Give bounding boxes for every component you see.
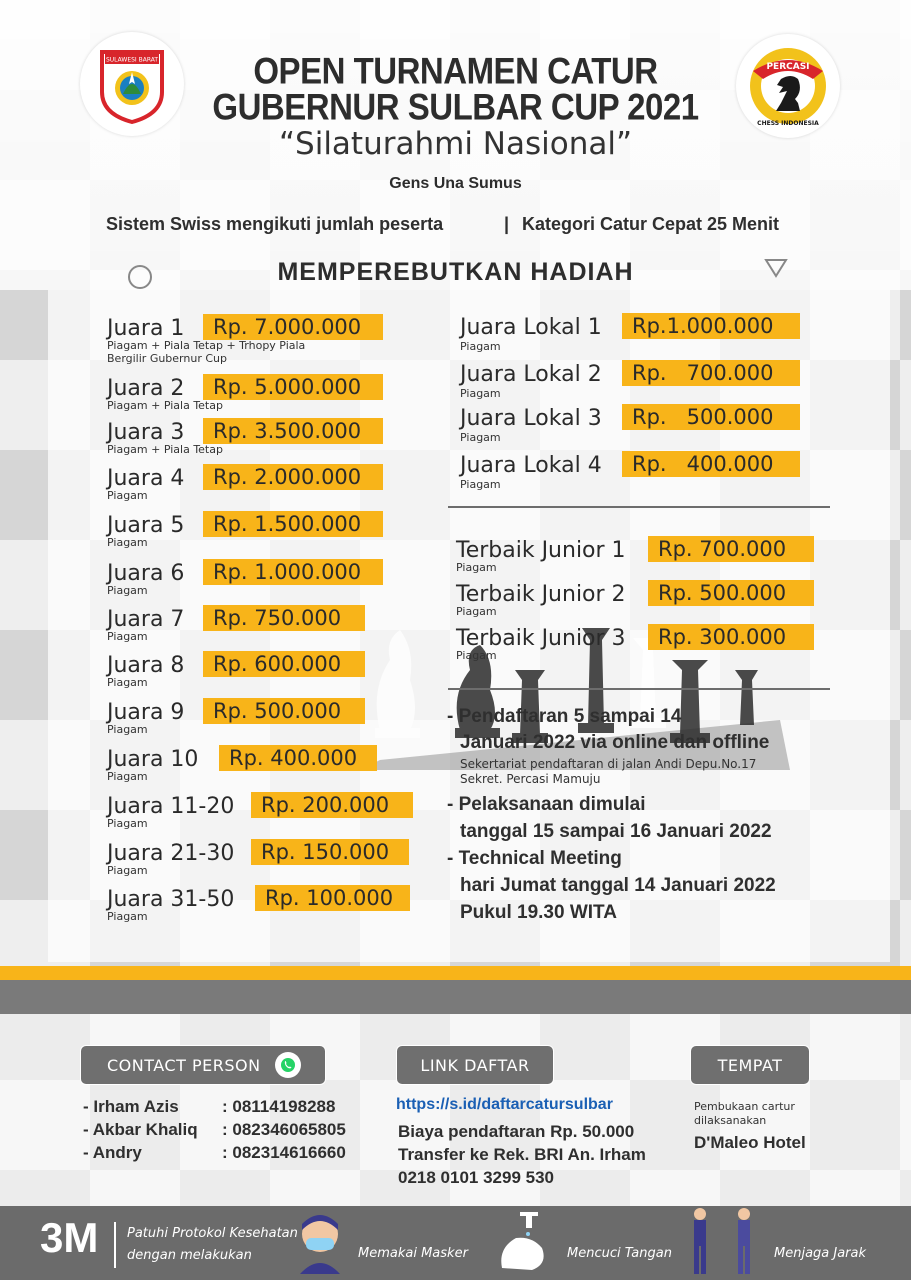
- prize-label: Juara 9: [107, 700, 185, 725]
- protocol-line-1: Patuhi Protokol Kesehatan: [127, 1226, 298, 1241]
- registration-note-2: Sekret. Percasi Mamuju: [460, 772, 601, 786]
- contact-phone[interactable]: : 082346065805: [222, 1120, 346, 1139]
- sulbar-logo-text: SULAWESI BARAT: [105, 56, 159, 64]
- prize-amount: Rp. 2.000.000: [203, 464, 383, 490]
- venue-heading: TEMPAT: [690, 1045, 810, 1085]
- prize-note: Piagam: [456, 561, 497, 574]
- prize-label: Juara 7: [107, 607, 185, 632]
- prize-label: Juara 1: [107, 316, 185, 341]
- prize-amount: Rp. 600.000: [203, 651, 365, 677]
- prize-label: Terbaik Junior 2: [456, 582, 626, 607]
- prize-note: Piagam: [107, 723, 148, 736]
- execution-line-2: tanggal 15 sampai 16 Januari 2022: [460, 821, 772, 842]
- prize-label: Juara 21-30: [107, 841, 235, 866]
- prize-amount: Rp. 150.000: [251, 839, 409, 865]
- prize-label: Juara 10: [107, 747, 199, 772]
- prize-note: Piagam + Piala Tetap: [107, 443, 223, 456]
- transfer-info: Transfer ke Rek. BRI An. Irham: [398, 1145, 646, 1164]
- prize-amount: Rp. 700.000: [622, 360, 800, 386]
- prize-label: Juara 11-20: [107, 794, 235, 819]
- prize-label: Juara Lokal 1: [460, 315, 602, 340]
- prize-note: Piagam: [460, 387, 501, 400]
- motto: Gens Una Sumus: [389, 175, 522, 192]
- registration-link[interactable]: https://s.id/daftarcatursulbar: [396, 1096, 613, 1113]
- health-protocol-footer: [0, 1206, 911, 1280]
- prize-note: Piagam: [107, 770, 148, 783]
- mask-person-icon: [292, 1208, 348, 1274]
- prize-amount: Rp. 3.500.000: [203, 418, 383, 444]
- registration-fee: Biaya pendaftaran Rp. 50.000: [398, 1122, 635, 1141]
- prize-amount: Rp. 400.000: [219, 745, 377, 771]
- prize-label: Juara 4: [107, 466, 185, 491]
- prize-note: Piagam: [456, 605, 497, 618]
- prize-note: Piagam: [460, 340, 501, 353]
- technical-meeting-line-3: Pukul 19.30 WITA: [460, 902, 617, 923]
- prize-label: Juara 5: [107, 513, 185, 538]
- venue-note: Pembukaan cartur dilaksanakan: [694, 1100, 795, 1127]
- prize-note: Piagam: [107, 676, 148, 689]
- prize-amount: Rp. 200.000: [251, 792, 413, 818]
- prize-label: Juara 2: [107, 376, 185, 401]
- contact-heading-text: CONTACT PERSON: [107, 1055, 261, 1075]
- prize-note: Piagam: [107, 910, 148, 923]
- title-line-1: OPEN TURNAMEN CATUR: [253, 49, 658, 92]
- prize-amount: Rp. 1.500.000: [203, 511, 383, 537]
- prize-amount: Rp. 7.000.000: [203, 314, 383, 340]
- contact-phone[interactable]: : 082314616660: [222, 1143, 346, 1162]
- footer-divider: [114, 1222, 116, 1268]
- footer-item-handwash: Mencuci Tangan: [567, 1246, 672, 1261]
- separator: |: [504, 214, 510, 234]
- prize-note: Piagam + Piala Tetap + Trhopy Piala Bergilir Gubernur Cup: [107, 339, 306, 365]
- percasi-logo-text: PERCASI: [766, 62, 810, 72]
- decor-circle-icon: [128, 265, 152, 289]
- social-distance-icon: [686, 1206, 760, 1278]
- contact-name: - Andry: [83, 1143, 142, 1162]
- divider-junior-info: [448, 688, 830, 690]
- contact-name: - Irham Azis: [83, 1097, 179, 1116]
- prize-label: Juara Lokal 2: [460, 362, 602, 387]
- prize-note: Piagam: [107, 584, 148, 597]
- prize-note: Piagam: [460, 478, 501, 491]
- prize-heading: MEMPEREBUTKAN HADIAH: [277, 258, 634, 286]
- contact-person-heading: [80, 1045, 326, 1085]
- execution-line-1: - Pelaksanaan dimulai: [447, 794, 646, 815]
- prize-amount: Rp. 300.000: [648, 624, 814, 650]
- prize-amount: Rp. 750.000: [203, 605, 365, 631]
- prize-amount: Rp. 400.000: [622, 451, 800, 477]
- percasi-logo-bottom-text: CHESS INDONESIA: [757, 120, 819, 127]
- prize-amount: Rp. 500.000: [203, 698, 365, 724]
- prize-amount: Rp. 5.000.000: [203, 374, 383, 400]
- hand-washing-icon: [492, 1208, 552, 1274]
- system-text: Sistem Swiss mengikuti jumlah peserta: [106, 214, 444, 234]
- registration-line-1: - Pendaftaran 5 sampai 14: [447, 706, 682, 727]
- prize-amount: Rp. 700.000: [648, 536, 814, 562]
- prize-label: Juara 6: [107, 561, 185, 586]
- prize-label: Terbaik Junior 3: [456, 626, 626, 651]
- prize-note: Piagam: [456, 649, 497, 662]
- prize-note: Piagam: [107, 536, 148, 549]
- prize-label: Juara Lokal 4: [460, 453, 602, 478]
- link-daftar-heading: LINK DAFTAR: [396, 1045, 554, 1085]
- category-text: Kategori Catur Cepat 25 Menit: [522, 214, 780, 234]
- prize-note: Piagam: [460, 431, 501, 444]
- prize-note: Piagam: [107, 817, 148, 830]
- account-number: 0218 0101 3299 530: [398, 1168, 554, 1187]
- grey-band: [0, 980, 911, 1014]
- prize-note: Piagam + Piala Tetap: [107, 399, 223, 412]
- contact-phone[interactable]: : 08114198288: [222, 1097, 336, 1116]
- prize-note: Piagam: [107, 630, 148, 643]
- prize-note: Piagam: [107, 864, 148, 877]
- prize-label: Juara 8: [107, 653, 185, 678]
- tagline: “Silaturahmi Nasional”: [278, 126, 633, 162]
- prize-amount: Rp. 500.000: [648, 580, 814, 606]
- prize-label: Juara 3: [107, 420, 185, 445]
- venue-name: D'Maleo Hotel: [694, 1133, 806, 1152]
- prize-label: Terbaik Junior 1: [456, 538, 626, 563]
- protocol-badge: 3M: [40, 1214, 99, 1261]
- title-line-2: GUBERNUR SULBAR CUP 2021: [212, 85, 699, 128]
- divider-local-junior: [448, 506, 830, 508]
- prize-note: Piagam: [107, 489, 148, 502]
- accent-stripe: [0, 966, 911, 980]
- decor-triangle-icon: [764, 258, 788, 278]
- whatsapp-icon[interactable]: [275, 1052, 301, 1078]
- protocol-line-2: dengan melakukan: [127, 1248, 252, 1263]
- prize-amount: Rp. 500.000: [622, 404, 800, 430]
- prize-amount: Rp.1.000.000: [622, 313, 800, 339]
- contact-name: - Akbar Khaliq: [83, 1120, 198, 1139]
- technical-meeting-line-1: - Technical Meeting: [447, 848, 622, 869]
- technical-meeting-line-2: hari Jumat tanggal 14 Januari 2022: [460, 875, 776, 896]
- registration-line-2: Januari 2022 via online dan offline: [460, 732, 770, 753]
- prize-label: Juara 31-50: [107, 887, 235, 912]
- prize-amount: Rp. 100.000: [255, 885, 410, 911]
- registration-note-1: Sekertariat pendaftaran di jalan Andi Depu.No.17: [460, 757, 757, 771]
- footer-item-mask: Memakai Masker: [358, 1246, 468, 1261]
- footer-item-distance: Menjaga Jarak: [774, 1246, 867, 1261]
- prize-amount: Rp. 1.000.000: [203, 559, 383, 585]
- prize-label: Juara Lokal 3: [460, 406, 602, 431]
